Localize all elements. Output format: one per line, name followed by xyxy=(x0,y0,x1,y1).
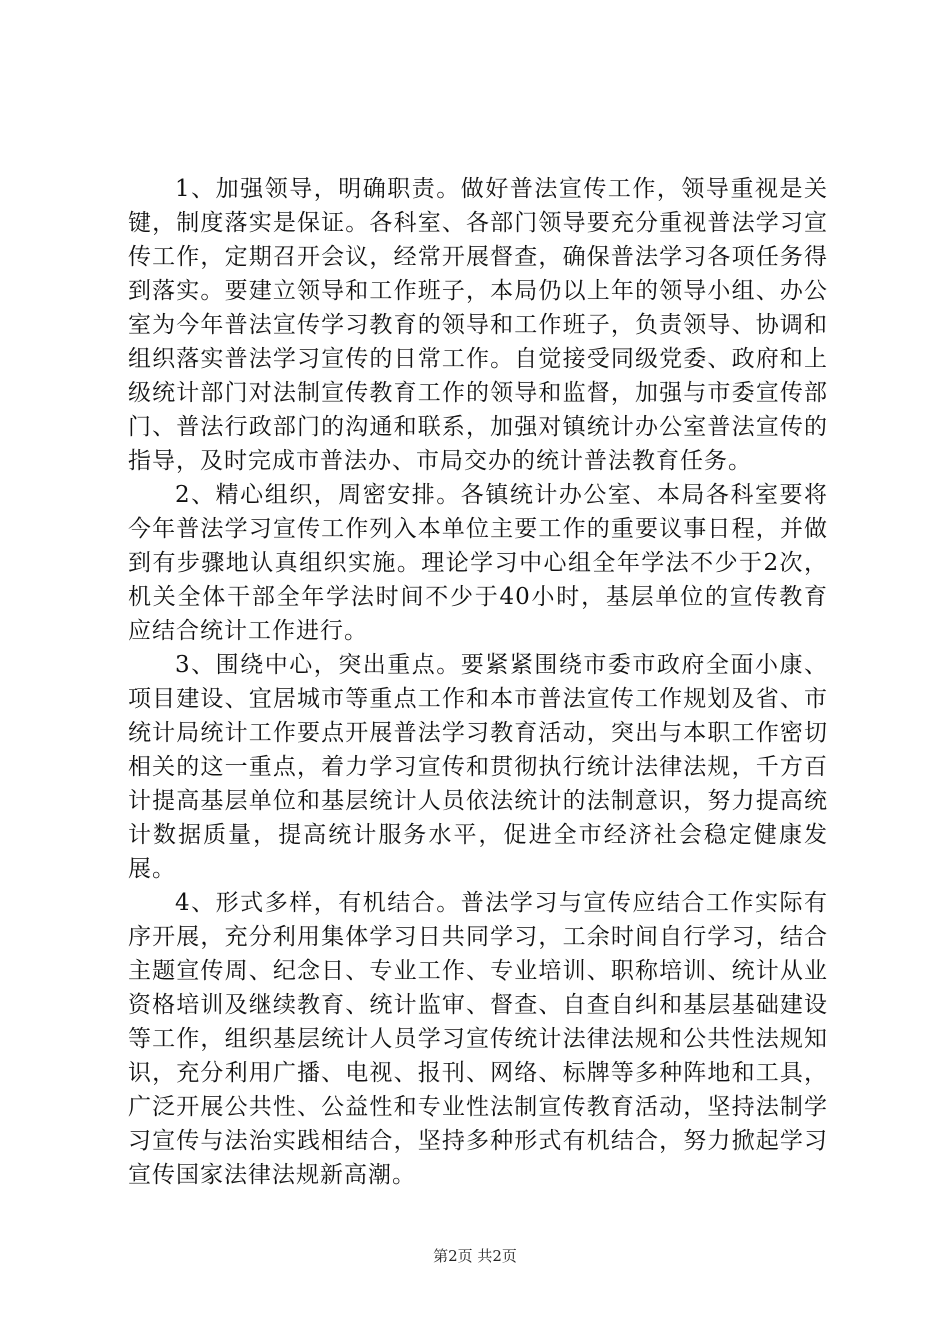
paragraph-2: 2、精心组织，周密安排。各镇统计办公室、本局各科室要将今年普法学习宣传工作列入本单位主要工作的重要议事日程，并做到有步骤地认真组织实施。理论学习中心组全年学法不少于2次，机关全体干部全年学法时间不少于40小时，基层单位的宣传教育应结合统计工作进行。 xyxy=(128,482,828,644)
document-body xyxy=(128,172,828,1192)
page-number-footer: 第2页 共2页 xyxy=(433,1247,517,1265)
paragraph-1: 1、加强领导，明确职责。做好普法宣传工作，领导重视是关键，制度落实是保证。各科室、各部门领导要充分重视普法学习宣传工作，定期召开会议，经常开展督查，确保普法学习各项任务得到落实。要建立领导和工作班子，本局仍以上年的领导小组、办公室为今年普法宣传学习教育的领导和工作班子，负责领导、协调和组织落实普法学习宣传的日常工作。自觉接受同级党委、政府和上级统计部门对法制宣传教育工作的领导和监督，加强与市委宣传部门、普法行政部门的沟通和联系，加强对镇统计办公室普法宣传的指导，及时完成市普法办、市局交办的统计普法教育任务。 xyxy=(128,176,828,474)
paragraph-3: 3、围绕中心，突出重点。要紧紧围绕市委市政府全面小康、项目建设、宜居城市等重点工作和本市普法宣传工作规划及省、市统计局统计工作要点开展普法学习教育活动，突出与本职工作密切相关的这一重点，着力学习宣传和贯彻执行统计法律法规，千方百计提高基层单位和基层统计人员依法统计的法制意识，努力提高统计数据质量，提高统计服务水平，促进全市经济社会稳定健康发展。 xyxy=(128,652,828,882)
paragraph-4: 4、形式多样，有机结合。普法学习与宣传应结合工作实际有序开展，充分利用集体学习日共同学习，工余时间自行学习，结合主题宣传周、纪念日、专业工作、专业培训、职称培训、统计从业资格培训及继续教育、统计监审、督查、自查自纠和基层基础建设等工作，组织基层统计人员学习宣传统计法律法规和公共性法规知识，充分利用广播、电视、报刊、网络、标牌等多种阵地和工具，广泛开展公共性、公益性和专业性法制宣传教育活动，坚持法制学习宣传与法治实践相结合，坚持多种形式有机结合，努力掀起学习宣传国家法律法规新高潮。 xyxy=(128,890,828,1188)
